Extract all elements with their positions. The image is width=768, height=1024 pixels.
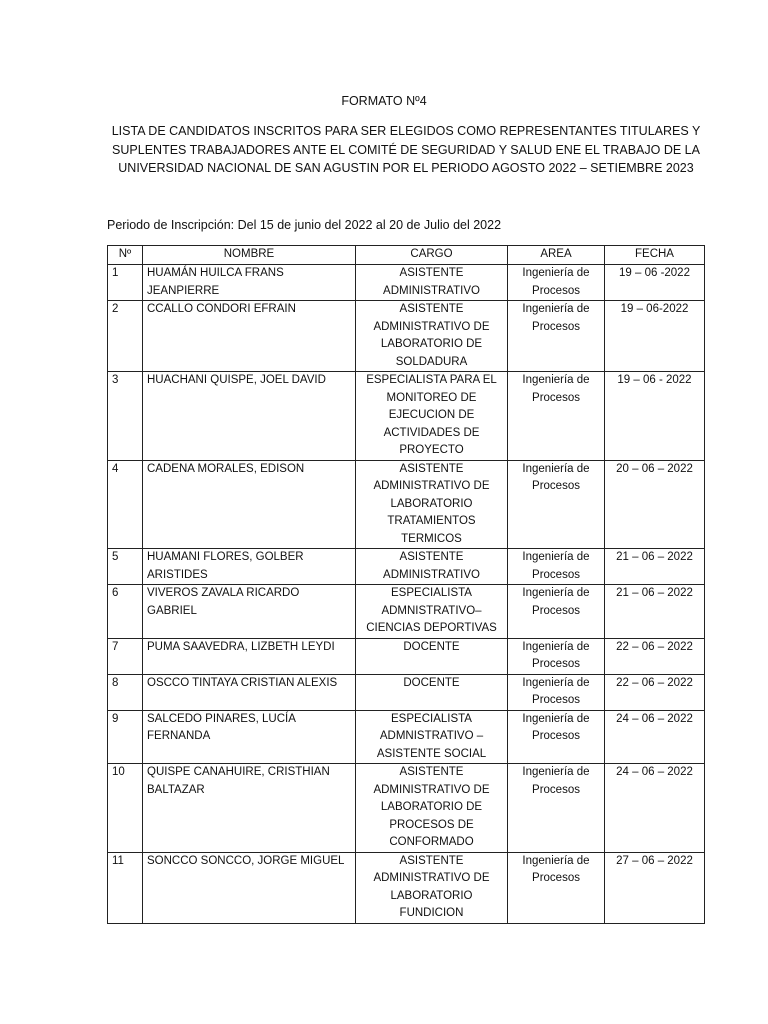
- cell-num: 7: [108, 638, 143, 674]
- document-title: FORMATO Nº4: [341, 94, 427, 108]
- cell-num: 11: [108, 852, 143, 923]
- registration-period: Periodo de Inscripción: Del 15 de junio del 2022 al 20 de Julio del 2022: [107, 218, 502, 232]
- header-fecha: FECHA: [605, 246, 705, 265]
- cell-cargo: ASISTENTE ADMINISTRATIVO DE LABORATORIO TRATAMIENTOS TERMICOS: [356, 460, 508, 549]
- header-cargo: CARGO: [356, 246, 508, 265]
- cell-area: Ingeniería de Procesos: [508, 674, 605, 710]
- cell-fecha: 24 – 06 – 2022: [605, 710, 705, 764]
- cell-area: Ingeniería de Procesos: [508, 852, 605, 923]
- cell-area: Ingeniería de Procesos: [508, 549, 605, 585]
- cell-num: 9: [108, 710, 143, 764]
- cell-num: 3: [108, 372, 143, 461]
- cell-num: 5: [108, 549, 143, 585]
- cell-area: Ingeniería de Procesos: [508, 372, 605, 461]
- header-area: AREA: [508, 246, 605, 265]
- cell-name: CCALLO CONDORI EFRAIN: [143, 301, 356, 372]
- cell-cargo: ASISTENTE ADMINISTRATIVO: [356, 265, 508, 301]
- table-row: [108, 265, 705, 301]
- cell-area: Ingeniería de Procesos: [508, 301, 605, 372]
- header-name: NOMBRE: [143, 246, 356, 265]
- cell-fecha: 20 – 06 – 2022: [605, 460, 705, 549]
- cell-name: QUISPE CANAHUIRE, CRISTHIAN BALTAZAR: [143, 764, 356, 853]
- cell-area: Ingeniería de Procesos: [508, 638, 605, 674]
- cell-num: 6: [108, 585, 143, 639]
- table-row: [108, 460, 705, 549]
- cell-cargo: ASISTENTE ADMINISTRATIVO: [356, 549, 508, 585]
- table-row: [108, 549, 705, 585]
- cell-fecha: 19 – 06 - 2022: [605, 372, 705, 461]
- cell-fecha: 22 – 06 – 2022: [605, 638, 705, 674]
- cell-name: HUACHANI QUISPE, JOEL DAVID: [143, 372, 356, 461]
- table-header-row: [108, 246, 705, 265]
- cell-fecha: 27 – 06 – 2022: [605, 852, 705, 923]
- table-row: [108, 301, 705, 372]
- table-row: [108, 710, 705, 764]
- cell-area: Ingeniería de Procesos: [508, 764, 605, 853]
- cell-area: Ingeniería de Procesos: [508, 710, 605, 764]
- candidates-table: [107, 245, 705, 924]
- cell-fecha: 21 – 06 – 2022: [605, 549, 705, 585]
- cell-fecha: 19 – 06 -2022: [605, 265, 705, 301]
- cell-cargo: DOCENTE: [356, 638, 508, 674]
- cell-cargo: DOCENTE: [356, 674, 508, 710]
- cell-num: 4: [108, 460, 143, 549]
- cell-area: Ingeniería de Procesos: [508, 460, 605, 549]
- cell-name: SONCCO SONCCO, JORGE MIGUEL: [143, 852, 356, 923]
- cell-fecha: 19 – 06-2022: [605, 301, 705, 372]
- table-row: [108, 674, 705, 710]
- table-row: [108, 585, 705, 639]
- cell-cargo: ESPECIALISTA ADMNISTRATIVO – ASISTENTE SOCIAL: [356, 710, 508, 764]
- cell-name: SALCEDO PINARES, LUCÍA FERNANDA: [143, 710, 356, 764]
- cell-area: Ingeniería de Procesos: [508, 265, 605, 301]
- cell-cargo: ASISTENTE ADMINISTRATIVO DE LABORATORIO FUNDICION: [356, 852, 508, 923]
- cell-num: 8: [108, 674, 143, 710]
- cell-fecha: 22 – 06 – 2022: [605, 674, 705, 710]
- cell-name: HUAMANI FLORES, GOLBER ARISTIDES: [143, 549, 356, 585]
- header-num: Nº: [108, 246, 143, 265]
- document-subtitle: LISTA DE CANDIDATOS INSCRITOS PARA SER ELEGIDOS COMO REPRESENTANTES TITULARES Y SUPLENTES TRABAJADORES ANTE EL COMITÉ DE SEGURIDAD Y SALUD ENE EL TRABAJO DE LA UNIVERSIDAD NACIONAL DE SAN AGUSTIN POR EL PERIODO AGOSTO 2022 – SETIEMBRE 2023: [111, 124, 701, 175]
- cell-fecha: 21 – 06 – 2022: [605, 585, 705, 639]
- cell-name: OSCCO TINTAYA CRISTIAN ALEXIS: [143, 674, 356, 710]
- cell-num: 2: [108, 301, 143, 372]
- cell-cargo: ESPECIALISTA PARA EL MONITOREO DE EJECUCION DE ACTIVIDADES DE PROYECTO: [356, 372, 508, 461]
- cell-num: 1: [108, 265, 143, 301]
- cell-area: Ingeniería de Procesos: [508, 585, 605, 639]
- cell-name: PUMA SAAVEDRA, LIZBETH LEYDI: [143, 638, 356, 674]
- cell-name: VIVEROS ZAVALA RICARDO GABRIEL: [143, 585, 356, 639]
- table-row: [108, 764, 705, 853]
- cell-cargo: ASISTENTE ADMINISTRATIVO DE LABORATORIO DE SOLDADURA: [356, 301, 508, 372]
- cell-cargo: ESPECIALISTA ADMNISTRATIVO– CIENCIAS DEPORTIVAS: [356, 585, 508, 639]
- cell-fecha: 24 – 06 – 2022: [605, 764, 705, 853]
- cell-num: 10: [108, 764, 143, 853]
- cell-cargo: ASISTENTE ADMINISTRATIVO DE LABORATORIO DE PROCESOS DE CONFORMADO: [356, 764, 508, 853]
- table-row: [108, 852, 705, 923]
- cell-name: HUAMÁN HUILCA FRANS JEANPIERRE: [143, 265, 356, 301]
- table-row: [108, 638, 705, 674]
- cell-name: CADENA MORALES, EDISON: [143, 460, 356, 549]
- table-row: [108, 372, 705, 461]
